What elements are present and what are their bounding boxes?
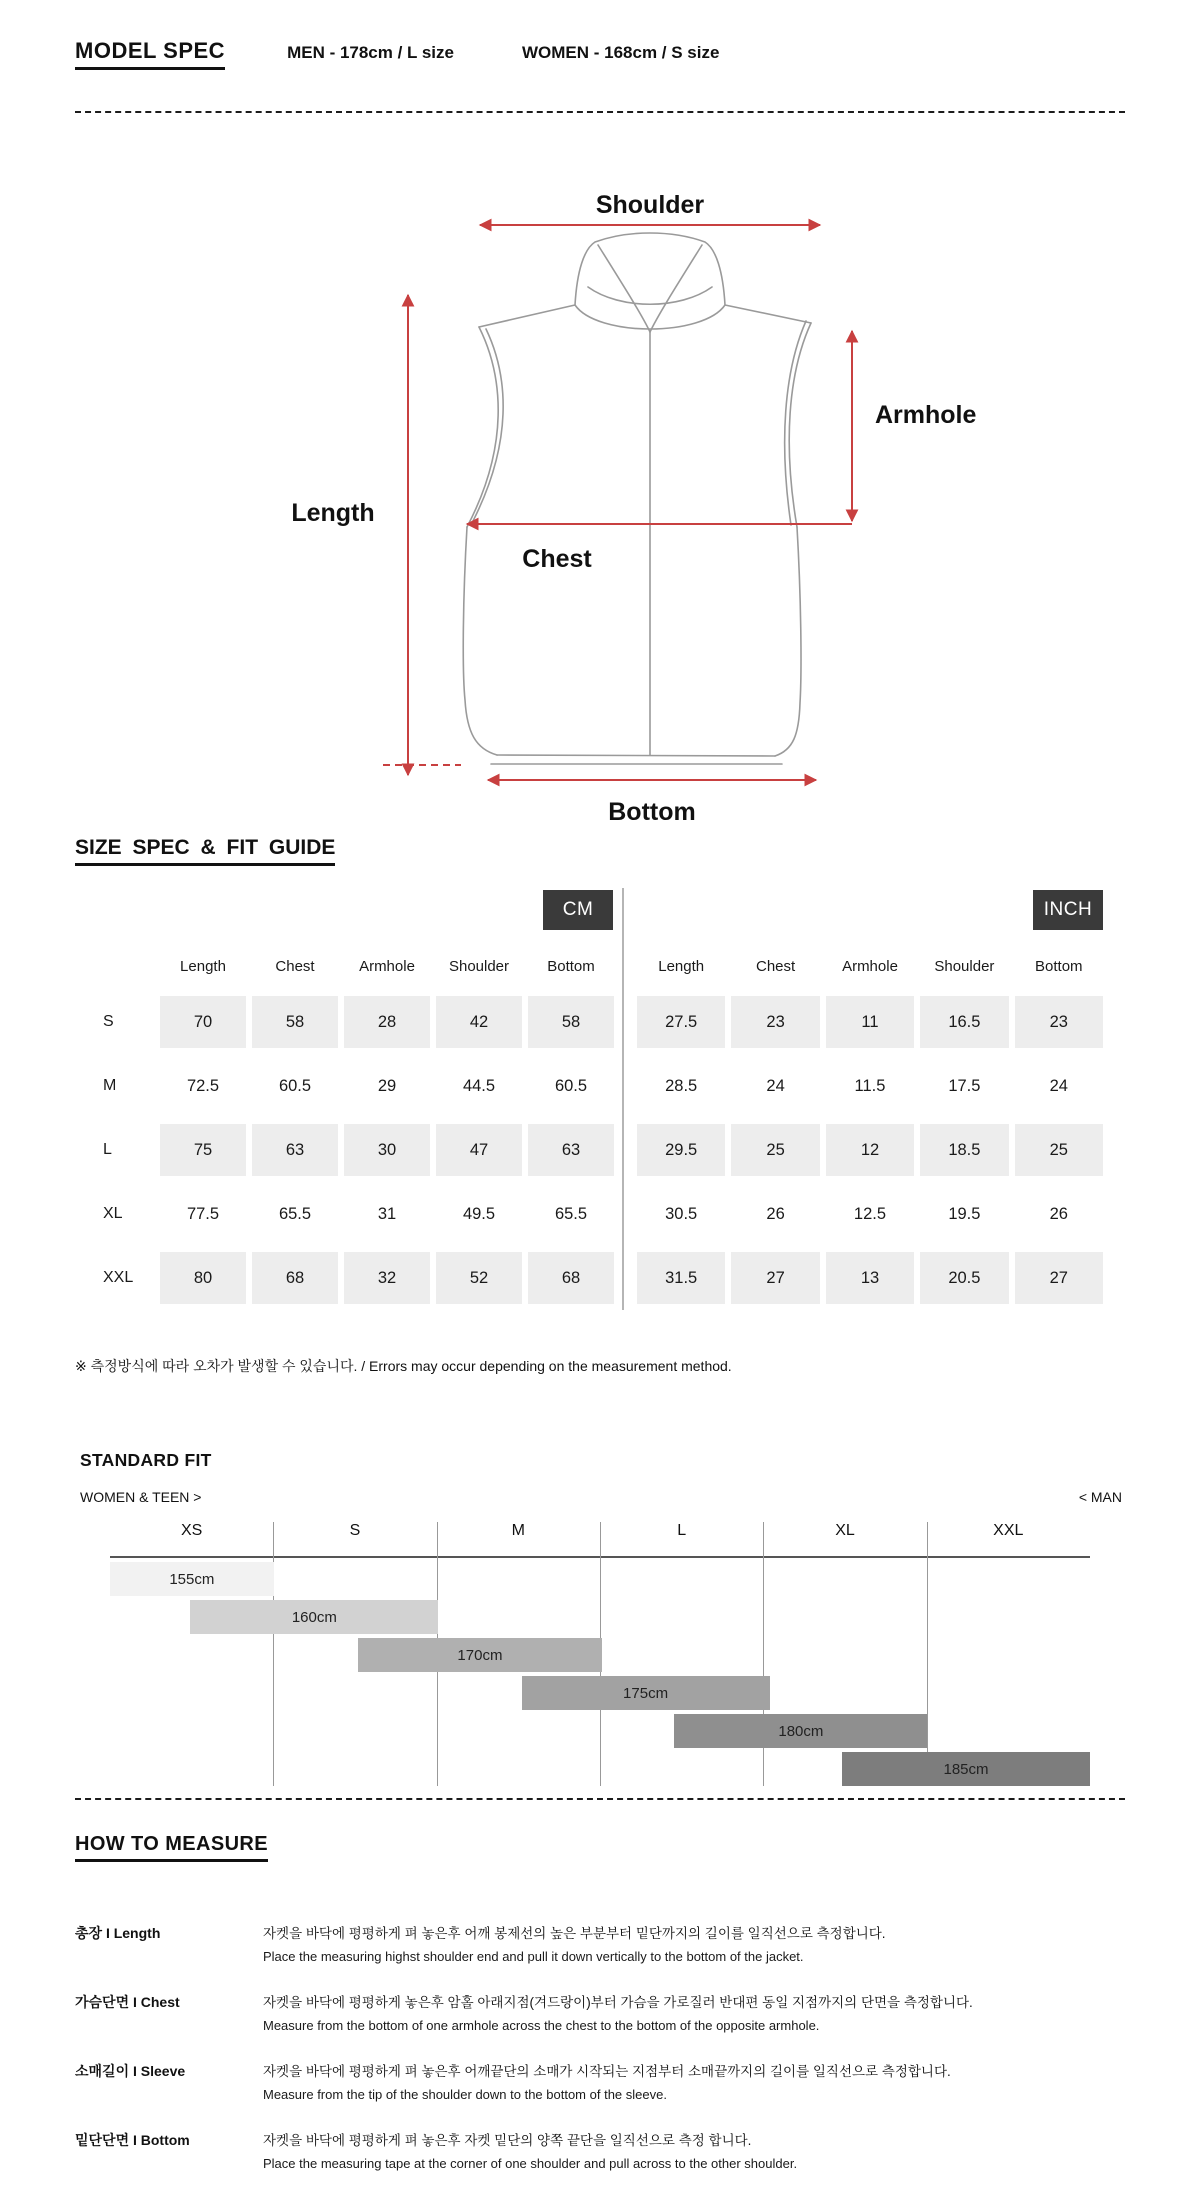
cm-table-body	[75, 996, 614, 1304]
inch-value-cell: 27.5	[637, 996, 725, 1048]
cm-value-cell: 47	[436, 1124, 522, 1176]
measure-row-description	[263, 1922, 886, 1968]
fit-women-teen-label: WOMEN & TEEN >	[80, 1489, 202, 1505]
measure-desc-english: Place the measuring tape at the corner of one shoulder and pull across to the other shoulder.	[263, 2156, 798, 2171]
measurement-note: ※ 측정방식에 따라 오차가 발생할 수 있습니다. / Errors may occur depending on the measurement method.	[75, 1358, 732, 1374]
inch-table-body	[637, 996, 1103, 1304]
cm-col-armhole: Armhole	[359, 958, 415, 975]
inch-value-cell: 17.5	[948, 1076, 981, 1095]
inch-value-cell: 16.5	[920, 996, 1008, 1048]
measure-desc-english: Measure from the tip of the shoulder down to the bottom of the sleeve.	[263, 2087, 667, 2102]
inch-value-cell: 27	[731, 1252, 819, 1304]
chest-label: Chest	[522, 545, 592, 573]
cm-value-cell: 32	[344, 1252, 430, 1304]
cm-value-cell: 30	[344, 1124, 430, 1176]
measure-row-description	[263, 2060, 951, 2106]
cm-row-XXL	[75, 1252, 614, 1304]
size-label: XXL	[103, 1269, 134, 1286]
cm-value-cell: 52	[436, 1252, 522, 1304]
cm-unit-badge: CM	[543, 890, 613, 930]
measure-row-description	[263, 2129, 797, 2175]
cm-value-cell: 68	[252, 1252, 338, 1304]
cm-value-cell: 28	[344, 996, 430, 1048]
inch-row-XXL	[637, 1252, 1103, 1304]
bottom-label: Bottom	[608, 798, 696, 825]
inch-value-cell: 29.5	[637, 1124, 725, 1176]
how-to-measure-rows	[75, 1922, 1135, 2175]
cm-value-cell: 58	[528, 996, 614, 1048]
inch-value-cell: 28.5	[665, 1076, 698, 1095]
measure-row	[75, 2129, 1135, 2175]
inch-value-cell: 23	[1015, 996, 1103, 1048]
cm-col-chest: Chest	[275, 958, 315, 975]
cm-col-shoulder: Shoulder	[448, 958, 510, 975]
size-label: L	[103, 1141, 112, 1158]
inch-unit-badge: INCH	[1033, 890, 1103, 930]
cm-value-cell: 49.5	[462, 1204, 496, 1223]
measure-row-label: 총장 I Length	[75, 1925, 161, 1941]
fit-size-XL: XL	[835, 1522, 855, 1539]
cm-value-cell: 60.5	[278, 1076, 312, 1095]
measure-desc-english: Measure from the bottom of one armhole across the chest to the bottom of the opposite armhole.	[263, 2018, 820, 2033]
cm-row-M	[75, 1060, 614, 1112]
dashed-divider-top	[75, 111, 1125, 113]
fit-bar-180cm: 180cm	[674, 1714, 927, 1748]
inch-col-chest: Chest	[756, 958, 796, 975]
fit-bar-175cm: 175cm	[522, 1676, 770, 1710]
table-divider	[622, 888, 624, 1310]
inch-value-cell: 26	[766, 1204, 785, 1223]
inch-col-armhole: Armhole	[842, 958, 898, 975]
inch-value-cell: 25	[1015, 1124, 1103, 1176]
inch-value-cell: 19.5	[948, 1204, 981, 1223]
measure-row	[75, 1922, 1135, 1968]
how-to-measure-title: HOW TO MEASURE	[75, 1833, 268, 1862]
standard-fit-chart	[110, 1522, 1090, 1788]
fit-size-XS: XS	[180, 1522, 203, 1539]
cm-col-length: Length	[180, 958, 226, 975]
size-label: S	[103, 1013, 114, 1030]
cm-value-cell: 63	[528, 1124, 614, 1176]
inch-value-cell: 13	[826, 1252, 914, 1304]
armhole-label: Armhole	[875, 401, 977, 429]
vest-measurement-diagram	[75, 125, 1125, 825]
inch-col-shoulder: Shoulder	[934, 958, 995, 975]
model-spec-header	[75, 38, 1125, 70]
men-model-spec: MEN - 178cm / L size	[287, 43, 454, 62]
standard-fit-title: STANDARD FIT	[80, 1450, 212, 1470]
vest-outline	[463, 233, 811, 764]
measure-desc-english: Place the measuring highst shoulder end and pull it down vertically to the bottom of the jacket.	[263, 1949, 804, 1964]
measure-row	[75, 2060, 1135, 2106]
fit-bar-155cm: 155cm	[110, 1562, 274, 1596]
fit-bar-170cm: 170cm	[358, 1638, 602, 1672]
cm-value-cell: 65.5	[554, 1204, 588, 1223]
cm-col-bottom: Bottom	[547, 958, 595, 975]
cm-value-cell: 42	[436, 996, 522, 1048]
inch-col-length: Length	[658, 958, 705, 975]
inch-value-cell: 26	[1049, 1204, 1068, 1223]
shoulder-label: Shoulder	[595, 191, 705, 219]
fit-size-S: S	[349, 1522, 361, 1539]
measure-desc-korean: 자켓을 바닥에 평평하게 펴 놓은후 어깨 봉제선의 높은 부분부터 밑단까지의 길이를 일직선으로 측정합니다.	[263, 1926, 886, 1941]
measure-row-label: 소매길이 I Sleeve	[75, 2063, 186, 2079]
women-model-spec: WOMEN - 168cm / S size	[521, 43, 720, 62]
cm-row-L	[75, 1124, 614, 1176]
measure-row-description	[263, 1991, 973, 2037]
cm-value-cell: 72.5	[186, 1076, 220, 1095]
inch-value-cell: 11.5	[854, 1076, 886, 1095]
cm-value-cell: 63	[252, 1124, 338, 1176]
inch-value-cell: 31.5	[637, 1252, 725, 1304]
cm-value-cell: 75	[160, 1124, 246, 1176]
cm-value-cell: 44.5	[462, 1076, 496, 1095]
cm-value-cell: 77.5	[186, 1204, 220, 1223]
inch-value-cell: 20.5	[920, 1252, 1008, 1304]
measure-row-label: 가슴단면 I Chest	[75, 1994, 180, 2010]
measure-row-label: 밑단단면 I Bottom	[75, 2132, 190, 2148]
cm-row-S	[75, 996, 614, 1048]
cm-value-cell: 80	[160, 1252, 246, 1304]
measure-desc-korean: 자켓을 바닥에 평평하게 펴 놓은후 자켓 밑단의 양쪽 끝단을 일직선으로 측정 합니다.	[263, 2133, 752, 2148]
dashed-divider-bottom	[75, 1798, 1125, 1800]
cm-value-cell: 31	[377, 1204, 397, 1223]
model-spec-title: MODEL SPEC	[75, 38, 225, 70]
fit-size-M: M	[511, 1522, 525, 1539]
inch-value-cell: 30.5	[665, 1204, 698, 1223]
cm-value-cell: 68	[528, 1252, 614, 1304]
inch-row-XL	[637, 1188, 1103, 1240]
size-label: M	[103, 1077, 117, 1094]
inch-value-cell: 24	[766, 1076, 785, 1095]
fit-size-XXL: XXL	[993, 1522, 1024, 1539]
cm-value-cell: 60.5	[554, 1076, 588, 1095]
inch-value-cell: 12.5	[853, 1204, 887, 1223]
inch-table-header	[637, 958, 1103, 975]
fit-bar-160cm: 160cm	[190, 1600, 438, 1634]
size-label: XL	[103, 1205, 123, 1222]
inch-col-bottom: Bottom	[1035, 958, 1083, 975]
inch-row-L	[637, 1124, 1103, 1176]
cm-value-cell: 58	[252, 996, 338, 1048]
inch-value-cell: 25	[731, 1124, 819, 1176]
inch-row-S	[637, 996, 1103, 1048]
fit-size-L: L	[677, 1522, 687, 1539]
inch-value-cell: 18.5	[920, 1124, 1008, 1176]
cm-value-cell: 65.5	[278, 1204, 312, 1223]
cm-value-cell: 29	[377, 1076, 397, 1095]
cm-table-header	[75, 958, 614, 975]
inch-value-cell: 11	[826, 996, 914, 1048]
measure-desc-korean: 자켓을 바닥에 평평하게 펴 놓은후 어깨끝단의 소매가 시작되는 지점부터 소매끝까지의 길이를 일직선으로 측정합니다.	[263, 2064, 951, 2079]
cm-value-cell: 70	[160, 996, 246, 1048]
inch-row-M	[637, 1060, 1103, 1112]
fit-bar-185cm: 185cm	[842, 1752, 1090, 1786]
cm-row-XL	[75, 1188, 614, 1240]
inch-value-cell: 27	[1015, 1252, 1103, 1304]
measure-row	[75, 1991, 1135, 2037]
size-spec-title: SIZE SPEC & FIT GUIDE	[75, 836, 335, 866]
inch-value-cell: 24	[1049, 1076, 1068, 1095]
fit-man-label: < MAN	[1078, 1489, 1122, 1505]
measure-desc-korean: 자켓을 바닥에 평평하게 놓은후 암홀 아래지점(겨드랑이)부터 가슴을 가로질러 반대편 동일 지점까지의 단면을 측정합니다.	[263, 1995, 973, 2010]
inch-value-cell: 23	[731, 996, 819, 1048]
length-label: Length	[291, 499, 375, 527]
inch-value-cell: 12	[826, 1124, 914, 1176]
